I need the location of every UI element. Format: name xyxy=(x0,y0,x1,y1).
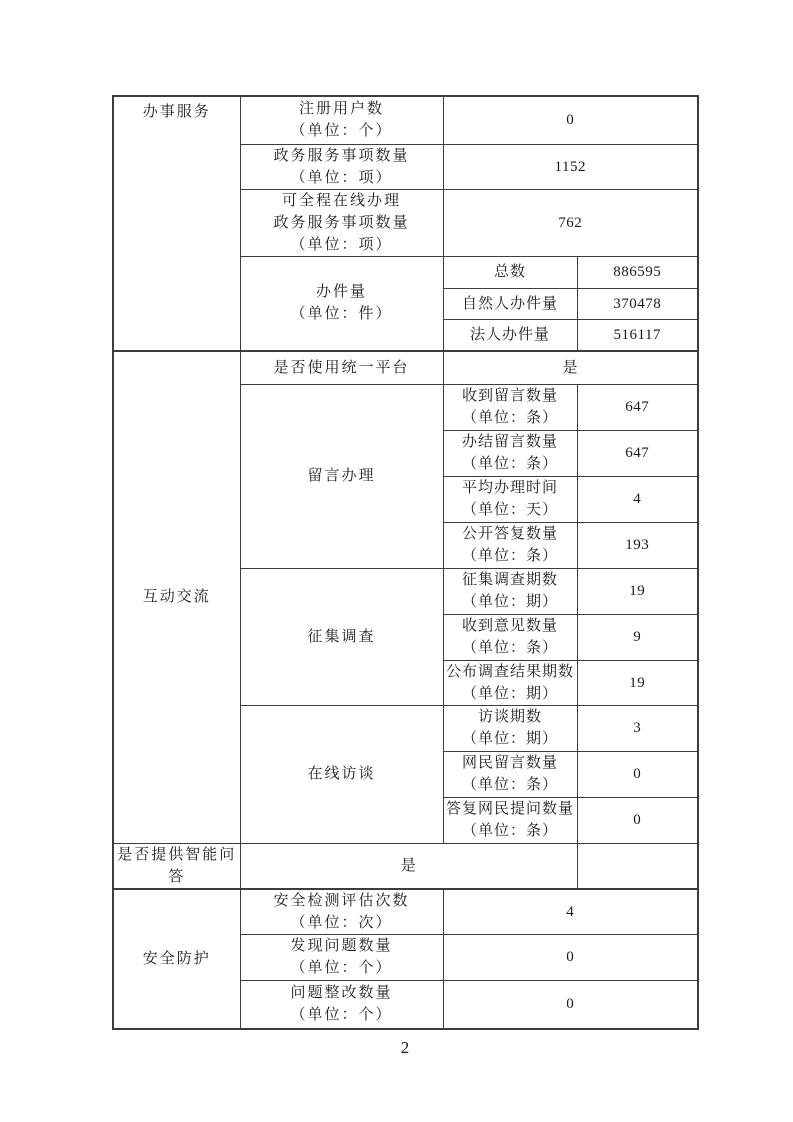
page-number: 2 xyxy=(400,1038,410,1057)
value-volume-natural: 370478 xyxy=(577,288,698,319)
metric-label: 发现问题数量 xyxy=(290,938,393,954)
sublabel-survey-results xyxy=(443,660,577,705)
value-interview-replies: 0 xyxy=(577,797,698,843)
value-interview-messages: 0 xyxy=(577,751,698,797)
value-problems-fixed: 0 xyxy=(443,980,698,1029)
statistics-table xyxy=(112,95,699,1030)
metric-unit: （单位：条） xyxy=(461,548,558,564)
label-cell-unified-platform: 是否使用统一平台 xyxy=(240,351,443,384)
metric-label: 答复网民提问数量 xyxy=(445,801,574,817)
value-unified-platform: 是 xyxy=(443,351,698,384)
label-cell-interview: 在线访谈 xyxy=(240,705,443,843)
sublabel-volume-legal: 法人办件量 xyxy=(443,319,577,351)
metric-unit: （单位：期） xyxy=(461,731,558,747)
value-assessments: 4 xyxy=(443,889,698,935)
metric-label: 安全检测评估次数 xyxy=(273,892,410,909)
metric-label: 访谈期数 xyxy=(477,709,542,725)
value-survey-periods: 19 xyxy=(577,568,698,614)
sublabel-msg-public-replies xyxy=(443,522,577,568)
value-msg-completed: 647 xyxy=(577,430,698,476)
label-cell-assessments xyxy=(240,889,443,935)
metric-unit: （单位：件） xyxy=(290,306,393,323)
metric-unit: （单位：天） xyxy=(461,502,558,518)
metric-unit: （单位：项） xyxy=(290,169,393,186)
metric-label: 公布调查结果期数 xyxy=(445,663,574,680)
metric-label: 收到留言数量 xyxy=(461,388,558,404)
metric-unit: （单位：个） xyxy=(290,123,393,140)
sublabel-msg-received xyxy=(443,384,577,430)
sublabel-msg-completed xyxy=(443,430,577,476)
metric-label: 问题整改数量 xyxy=(290,985,393,1002)
metric-label: 政务服务事项数量 xyxy=(273,214,410,231)
label-cell-online-items xyxy=(240,189,443,256)
value-service-items: 1152 xyxy=(443,144,698,189)
sublabel-interview-messages xyxy=(443,751,577,797)
value-volume-total: 886595 xyxy=(577,256,698,288)
metric-unit: （单位：条） xyxy=(461,456,558,472)
value-survey-opinions: 9 xyxy=(577,614,698,660)
metric-unit: （单位：期） xyxy=(461,594,558,610)
label-cell-volume xyxy=(240,256,443,351)
metric-unit: （单位：次） xyxy=(290,914,393,931)
metric-unit: （单位：期） xyxy=(461,685,558,702)
metric-label: 征集调查期数 xyxy=(461,572,558,588)
table-row xyxy=(113,351,698,384)
label-cell-problems-found xyxy=(240,934,443,980)
metric-label: 收到意见数量 xyxy=(461,618,558,634)
sublabel-volume-total: 总数 xyxy=(443,256,577,288)
metric-label: 可全程在线办理 xyxy=(281,192,401,209)
metric-unit: （单位：条） xyxy=(461,823,558,839)
metric-unit: （单位：条） xyxy=(461,777,558,793)
label-cell-message-handling: 留言办理 xyxy=(240,384,443,568)
value-volume-legal: 516117 xyxy=(577,319,698,351)
metric-label: 网民留言数量 xyxy=(461,755,558,771)
sublabel-msg-avg-time xyxy=(443,476,577,522)
value-problems-found: 0 xyxy=(443,934,698,980)
sublabel-interview-replies xyxy=(443,797,577,843)
sublabel-survey-periods xyxy=(443,568,577,614)
metric-unit: （单位：个） xyxy=(290,1007,393,1024)
metric-unit: （单位：条） xyxy=(461,640,558,656)
value-msg-avg-time: 4 xyxy=(577,476,698,522)
metric-label: 公开答复数量 xyxy=(461,526,558,542)
label-cell-survey: 征集调查 xyxy=(240,568,443,705)
value-interview-periods: 3 xyxy=(577,705,698,751)
label-cell-service-items xyxy=(240,144,443,189)
sublabel-volume-natural: 自然人办件量 xyxy=(443,288,577,319)
table-row xyxy=(113,843,698,889)
metric-label: 办件量 xyxy=(315,284,367,301)
table-row xyxy=(113,96,698,144)
section-title-interaction: 互动交流 xyxy=(113,351,240,843)
value-survey-results: 19 xyxy=(577,660,698,705)
label-cell-registered-users xyxy=(240,96,443,144)
value-smart-qa: 是 xyxy=(240,843,577,889)
metric-label: 平均办理时间 xyxy=(461,480,558,496)
value-online-items: 762 xyxy=(443,189,698,256)
metric-label: 注册用户数 xyxy=(298,101,384,118)
table-row xyxy=(113,889,698,935)
value-msg-received: 647 xyxy=(577,384,698,430)
value-msg-public-replies: 193 xyxy=(577,522,698,568)
sublabel-survey-opinions xyxy=(443,614,577,660)
sublabel-interview-periods xyxy=(443,705,577,751)
label-cell-smart-qa: 是否提供智能问答 xyxy=(113,843,240,889)
metric-unit: （单位：条） xyxy=(461,410,558,426)
metric-label: 政务服务事项数量 xyxy=(273,147,410,164)
metric-label: 办结留言数量 xyxy=(461,434,558,450)
label-cell-problems-fixed xyxy=(240,980,443,1029)
section-title-security: 安全防护 xyxy=(113,889,240,1030)
metric-unit: （单位：项） xyxy=(290,236,393,253)
value-registered-users: 0 xyxy=(443,96,698,144)
section-title-service: 办事服务 xyxy=(113,96,240,351)
metric-unit: （单位：个） xyxy=(290,960,393,976)
